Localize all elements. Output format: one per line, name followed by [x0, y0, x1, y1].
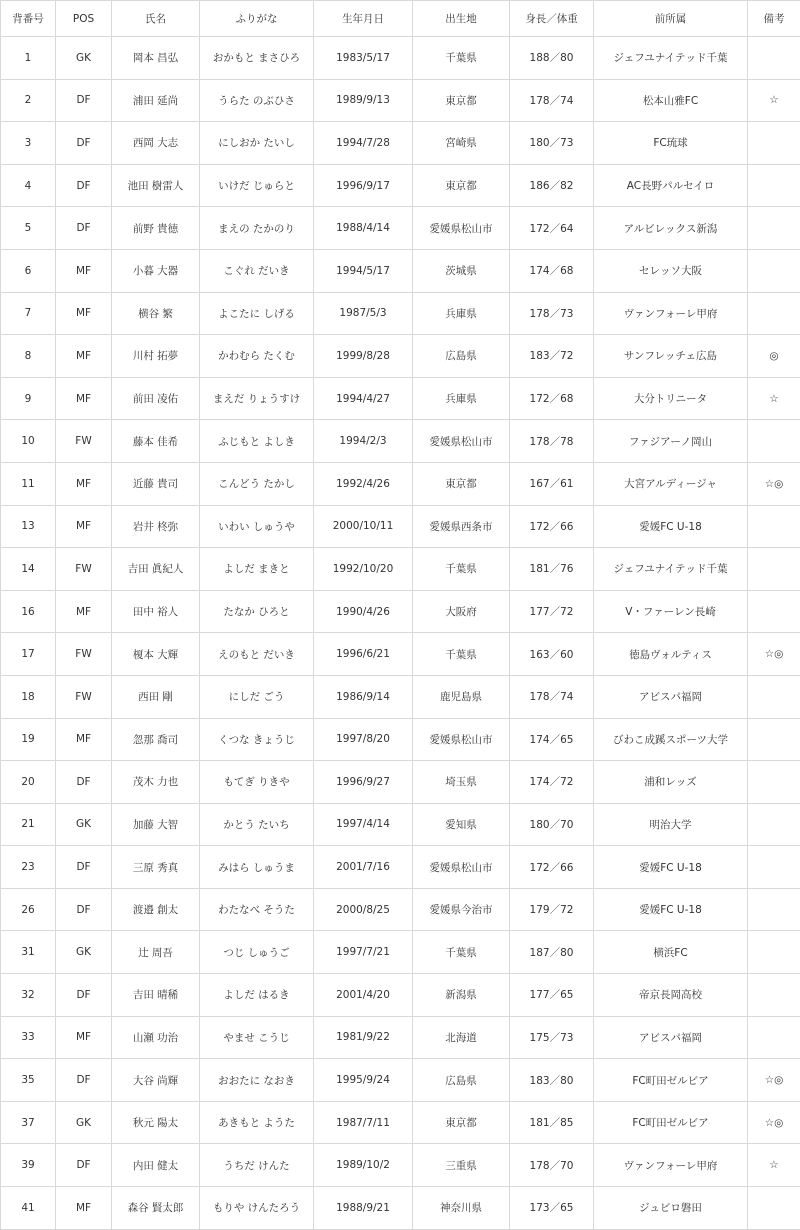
position-cell: MF: [56, 718, 112, 761]
furigana-cell: よしだ はるき: [200, 974, 314, 1017]
remarks-cell: ☆◎: [748, 1059, 800, 1102]
birthdate-cell: 1983/5/17: [314, 37, 413, 80]
table-row: [1, 292, 800, 335]
number-cell: 20: [1, 761, 56, 804]
position-cell: DF: [56, 846, 112, 889]
birthdate-cell: 1994/2/3: [314, 420, 413, 463]
birthplace-cell: 三重県: [413, 1144, 510, 1187]
position-cell: DF: [56, 122, 112, 165]
position-cell: GK: [56, 1101, 112, 1144]
remarks-cell: [748, 207, 800, 250]
header-col-birthplace: 出生地: [413, 1, 510, 37]
remarks-cell: ☆: [748, 79, 800, 122]
remarks-cell: [748, 761, 800, 804]
number-cell: 26: [1, 888, 56, 931]
position-cell: MF: [56, 292, 112, 335]
position-cell: DF: [56, 888, 112, 931]
remarks-cell: ☆◎: [748, 1101, 800, 1144]
birthplace-cell: 東京都: [413, 1101, 510, 1144]
table-row: [1, 1059, 800, 1102]
height-weight-cell: 180／73: [510, 122, 594, 165]
remarks-cell: [748, 888, 800, 931]
table-row: [1, 505, 800, 548]
height-weight-cell: 172／66: [510, 846, 594, 889]
name-cell: 秋元 陽太: [112, 1101, 200, 1144]
name-cell: 西岡 大志: [112, 122, 200, 165]
furigana-cell: うらた のぶひさ: [200, 79, 314, 122]
birthplace-cell: 愛媛県松山市: [413, 207, 510, 250]
birthplace-cell: 千葉県: [413, 37, 510, 80]
name-cell: 横谷 繁: [112, 292, 200, 335]
birthdate-cell: 1987/5/3: [314, 292, 413, 335]
position-cell: GK: [56, 803, 112, 846]
remarks-cell: ☆◎: [748, 633, 800, 676]
previous-club-cell: FC町田ゼルビア: [594, 1059, 748, 1102]
table-body: [1, 37, 800, 1230]
birthplace-cell: 愛媛県今治市: [413, 888, 510, 931]
height-weight-cell: 183／80: [510, 1059, 594, 1102]
name-cell: 吉田 眞紀人: [112, 548, 200, 591]
furigana-cell: いわい しゅうや: [200, 505, 314, 548]
position-cell: DF: [56, 164, 112, 207]
table-row: [1, 888, 800, 931]
furigana-cell: よこたに しげる: [200, 292, 314, 335]
birthdate-cell: 1992/10/20: [314, 548, 413, 591]
table-row: [1, 1016, 800, 1059]
birthplace-cell: 兵庫県: [413, 292, 510, 335]
birthdate-cell: 1994/7/28: [314, 122, 413, 165]
height-weight-cell: 178／74: [510, 675, 594, 718]
position-cell: MF: [56, 1016, 112, 1059]
position-cell: MF: [56, 1187, 112, 1230]
position-cell: MF: [56, 249, 112, 292]
height-weight-cell: 167／61: [510, 462, 594, 505]
previous-club-cell: 大分トリニータ: [594, 377, 748, 420]
table-row: [1, 1144, 800, 1187]
birthplace-cell: 埼玉県: [413, 761, 510, 804]
header-col-previous-club: 前所属: [594, 1, 748, 37]
name-cell: 池田 樹雷人: [112, 164, 200, 207]
birthdate-cell: 1989/10/2: [314, 1144, 413, 1187]
birthplace-cell: 東京都: [413, 164, 510, 207]
height-weight-cell: 174／65: [510, 718, 594, 761]
header-col-number: 背番号: [1, 1, 56, 37]
height-weight-cell: 172／66: [510, 505, 594, 548]
furigana-cell: もりや けんたろう: [200, 1187, 314, 1230]
height-weight-cell: 174／72: [510, 761, 594, 804]
furigana-cell: いけだ じゅらと: [200, 164, 314, 207]
table-row: [1, 974, 800, 1017]
number-cell: 35: [1, 1059, 56, 1102]
position-cell: GK: [56, 37, 112, 80]
table-row: [1, 1101, 800, 1144]
height-weight-cell: 178／73: [510, 292, 594, 335]
previous-club-cell: サンフレッチェ広島: [594, 335, 748, 378]
furigana-cell: えのもと だいき: [200, 633, 314, 676]
previous-club-cell: セレッソ大阪: [594, 249, 748, 292]
header-col-birthdate: 生年月日: [314, 1, 413, 37]
table-row: [1, 420, 800, 463]
previous-club-cell: ジュビロ磐田: [594, 1187, 748, 1230]
name-cell: 内田 健太: [112, 1144, 200, 1187]
name-cell: 榎本 大輝: [112, 633, 200, 676]
previous-club-cell: 愛媛FC U-18: [594, 846, 748, 889]
table-row: [1, 548, 800, 591]
height-weight-cell: 181／85: [510, 1101, 594, 1144]
birthdate-cell: 2000/8/25: [314, 888, 413, 931]
previous-club-cell: 横浜FC: [594, 931, 748, 974]
name-cell: 浦田 延尚: [112, 79, 200, 122]
remarks-cell: [748, 548, 800, 591]
name-cell: 小暮 大器: [112, 249, 200, 292]
number-cell: 13: [1, 505, 56, 548]
height-weight-cell: 163／60: [510, 633, 594, 676]
position-cell: DF: [56, 1059, 112, 1102]
number-cell: 39: [1, 1144, 56, 1187]
birthdate-cell: 1997/7/21: [314, 931, 413, 974]
previous-club-cell: ジェフユナイテッド千葉: [594, 548, 748, 591]
table-row: [1, 675, 800, 718]
furigana-cell: やませ こうじ: [200, 1016, 314, 1059]
furigana-cell: にしおか たいし: [200, 122, 314, 165]
previous-club-cell: 大宮アルディージャ: [594, 462, 748, 505]
name-cell: 山瀬 功治: [112, 1016, 200, 1059]
number-cell: 3: [1, 122, 56, 165]
name-cell: 岡本 昌弘: [112, 37, 200, 80]
previous-club-cell: V・ファーレン長崎: [594, 590, 748, 633]
position-cell: FW: [56, 675, 112, 718]
name-cell: 前田 凌佑: [112, 377, 200, 420]
previous-club-cell: 帝京長岡高校: [594, 974, 748, 1017]
position-cell: DF: [56, 1144, 112, 1187]
furigana-cell: かわむら たくむ: [200, 335, 314, 378]
number-cell: 11: [1, 462, 56, 505]
position-cell: FW: [56, 420, 112, 463]
birthdate-cell: 1996/9/27: [314, 761, 413, 804]
birthplace-cell: 宮崎県: [413, 122, 510, 165]
header-col-remarks: 備考: [748, 1, 800, 37]
header-col-name: 氏名: [112, 1, 200, 37]
birthdate-cell: 1990/4/26: [314, 590, 413, 633]
height-weight-cell: 172／68: [510, 377, 594, 420]
height-weight-cell: 183／72: [510, 335, 594, 378]
name-cell: 大谷 尚輝: [112, 1059, 200, 1102]
table-row: [1, 931, 800, 974]
birthplace-cell: 新潟県: [413, 974, 510, 1017]
number-cell: 21: [1, 803, 56, 846]
previous-club-cell: 愛媛FC U-18: [594, 888, 748, 931]
position-cell: DF: [56, 761, 112, 804]
position-cell: FW: [56, 633, 112, 676]
furigana-cell: よしだ まきと: [200, 548, 314, 591]
number-cell: 23: [1, 846, 56, 889]
furigana-cell: ふじもと よしき: [200, 420, 314, 463]
birthplace-cell: 東京都: [413, 79, 510, 122]
furigana-cell: こぐれ だいき: [200, 249, 314, 292]
table-row: [1, 164, 800, 207]
furigana-cell: かとう たいち: [200, 803, 314, 846]
remarks-cell: [748, 675, 800, 718]
previous-club-cell: 松本山雅FC: [594, 79, 748, 122]
birthplace-cell: 広島県: [413, 1059, 510, 1102]
remarks-cell: [748, 164, 800, 207]
furigana-cell: まえだ りょうすけ: [200, 377, 314, 420]
birthdate-cell: 1986/9/14: [314, 675, 413, 718]
remarks-cell: [748, 803, 800, 846]
header-row: [1, 1, 800, 37]
birthplace-cell: 千葉県: [413, 931, 510, 974]
position-cell: GK: [56, 931, 112, 974]
number-cell: 31: [1, 931, 56, 974]
position-cell: DF: [56, 974, 112, 1017]
number-cell: 1: [1, 37, 56, 80]
table-row: [1, 462, 800, 505]
name-cell: 吉田 晴稀: [112, 974, 200, 1017]
position-cell: DF: [56, 207, 112, 250]
number-cell: 5: [1, 207, 56, 250]
number-cell: 4: [1, 164, 56, 207]
table-row: [1, 846, 800, 889]
number-cell: 2: [1, 79, 56, 122]
furigana-cell: たなか ひろと: [200, 590, 314, 633]
height-weight-cell: 186／82: [510, 164, 594, 207]
number-cell: 9: [1, 377, 56, 420]
previous-club-cell: びわこ成蹊スポーツ大学: [594, 718, 748, 761]
table-row: [1, 79, 800, 122]
furigana-cell: あきもと ようた: [200, 1101, 314, 1144]
table-row: [1, 207, 800, 250]
birthdate-cell: 2000/10/11: [314, 505, 413, 548]
height-weight-cell: 179／72: [510, 888, 594, 931]
table-row: [1, 633, 800, 676]
name-cell: 川村 拓夢: [112, 335, 200, 378]
height-weight-cell: 177／72: [510, 590, 594, 633]
furigana-cell: こんどう たかし: [200, 462, 314, 505]
table-row: [1, 1187, 800, 1230]
remarks-cell: [748, 249, 800, 292]
name-cell: 岩井 柊弥: [112, 505, 200, 548]
furigana-cell: おおたに なおき: [200, 1059, 314, 1102]
header-col-position: POS: [56, 1, 112, 37]
furigana-cell: みはら しゅうま: [200, 846, 314, 889]
furigana-cell: もてぎ りきや: [200, 761, 314, 804]
previous-club-cell: 愛媛FC U-18: [594, 505, 748, 548]
number-cell: 18: [1, 675, 56, 718]
birthdate-cell: 1996/9/17: [314, 164, 413, 207]
number-cell: 41: [1, 1187, 56, 1230]
height-weight-cell: 173／65: [510, 1187, 594, 1230]
table-row: [1, 37, 800, 80]
birthdate-cell: 1997/8/20: [314, 718, 413, 761]
previous-club-cell: ジェフユナイテッド千葉: [594, 37, 748, 80]
number-cell: 8: [1, 335, 56, 378]
number-cell: 17: [1, 633, 56, 676]
height-weight-cell: 177／65: [510, 974, 594, 1017]
table-header: [1, 1, 800, 37]
number-cell: 32: [1, 974, 56, 1017]
remarks-cell: [748, 846, 800, 889]
name-cell: 三原 秀真: [112, 846, 200, 889]
height-weight-cell: 181／76: [510, 548, 594, 591]
table-row: [1, 803, 800, 846]
height-weight-cell: 187／80: [510, 931, 594, 974]
height-weight-cell: 188／80: [510, 37, 594, 80]
birthplace-cell: 茨城県: [413, 249, 510, 292]
position-cell: MF: [56, 590, 112, 633]
number-cell: 6: [1, 249, 56, 292]
remarks-cell: ☆◎: [748, 462, 800, 505]
birthdate-cell: 1988/9/21: [314, 1187, 413, 1230]
remarks-cell: [748, 974, 800, 1017]
number-cell: 7: [1, 292, 56, 335]
birthplace-cell: 鹿児島県: [413, 675, 510, 718]
height-weight-cell: 172／64: [510, 207, 594, 250]
position-cell: FW: [56, 548, 112, 591]
number-cell: 10: [1, 420, 56, 463]
furigana-cell: つじ しゅうご: [200, 931, 314, 974]
birthdate-cell: 1996/6/21: [314, 633, 413, 676]
birthdate-cell: 1981/9/22: [314, 1016, 413, 1059]
name-cell: 森谷 賢太郎: [112, 1187, 200, 1230]
birthplace-cell: 東京都: [413, 462, 510, 505]
name-cell: 忽那 喬司: [112, 718, 200, 761]
height-weight-cell: 178／70: [510, 1144, 594, 1187]
name-cell: 茂木 力也: [112, 761, 200, 804]
remarks-cell: [748, 1187, 800, 1230]
remarks-cell: [748, 420, 800, 463]
previous-club-cell: アビスパ福岡: [594, 1016, 748, 1059]
furigana-cell: にしだ ごう: [200, 675, 314, 718]
birthdate-cell: 1987/7/11: [314, 1101, 413, 1144]
remarks-cell: ☆: [748, 1144, 800, 1187]
birthdate-cell: 1995/9/24: [314, 1059, 413, 1102]
number-cell: 16: [1, 590, 56, 633]
birthplace-cell: 広島県: [413, 335, 510, 378]
height-weight-cell: 178／78: [510, 420, 594, 463]
birthdate-cell: 1988/4/14: [314, 207, 413, 250]
birthplace-cell: 愛媛県松山市: [413, 846, 510, 889]
name-cell: 西田 剛: [112, 675, 200, 718]
name-cell: 辻 周吾: [112, 931, 200, 974]
birthplace-cell: 千葉県: [413, 633, 510, 676]
birthplace-cell: 千葉県: [413, 548, 510, 591]
birthplace-cell: 愛媛県松山市: [413, 718, 510, 761]
remarks-cell: [748, 718, 800, 761]
birthdate-cell: 1994/4/27: [314, 377, 413, 420]
number-cell: 19: [1, 718, 56, 761]
table-row: [1, 377, 800, 420]
name-cell: 渡邉 創太: [112, 888, 200, 931]
furigana-cell: くつな きょうじ: [200, 718, 314, 761]
name-cell: 加藤 大智: [112, 803, 200, 846]
birthplace-cell: 大阪府: [413, 590, 510, 633]
birthplace-cell: 北海道: [413, 1016, 510, 1059]
previous-club-cell: 浦和レッズ: [594, 761, 748, 804]
table-row: [1, 590, 800, 633]
number-cell: 37: [1, 1101, 56, 1144]
birthdate-cell: 1994/5/17: [314, 249, 413, 292]
number-cell: 33: [1, 1016, 56, 1059]
position-cell: MF: [56, 505, 112, 548]
birthdate-cell: 1997/4/14: [314, 803, 413, 846]
table-row: [1, 122, 800, 165]
remarks-cell: [748, 122, 800, 165]
birthplace-cell: 愛知県: [413, 803, 510, 846]
number-cell: 14: [1, 548, 56, 591]
position-cell: DF: [56, 79, 112, 122]
previous-club-cell: ヴァンフォーレ甲府: [594, 1144, 748, 1187]
position-cell: MF: [56, 335, 112, 378]
height-weight-cell: 175／73: [510, 1016, 594, 1059]
position-cell: MF: [56, 462, 112, 505]
remarks-cell: ◎: [748, 335, 800, 378]
previous-club-cell: 明治大学: [594, 803, 748, 846]
table-row: [1, 249, 800, 292]
birthplace-cell: 神奈川県: [413, 1187, 510, 1230]
position-cell: MF: [56, 377, 112, 420]
birthplace-cell: 愛媛県松山市: [413, 420, 510, 463]
birthdate-cell: 2001/4/20: [314, 974, 413, 1017]
table-row: [1, 335, 800, 378]
name-cell: 近藤 貴司: [112, 462, 200, 505]
birthplace-cell: 兵庫県: [413, 377, 510, 420]
remarks-cell: [748, 931, 800, 974]
birthdate-cell: 1989/9/13: [314, 79, 413, 122]
name-cell: 田中 裕人: [112, 590, 200, 633]
remarks-cell: ☆: [748, 377, 800, 420]
birthplace-cell: 愛媛県西条市: [413, 505, 510, 548]
table-row: [1, 761, 800, 804]
height-weight-cell: 178／74: [510, 79, 594, 122]
previous-club-cell: ヴァンフォーレ甲府: [594, 292, 748, 335]
height-weight-cell: 174／68: [510, 249, 594, 292]
previous-club-cell: アルビレックス新潟: [594, 207, 748, 250]
remarks-cell: [748, 37, 800, 80]
header-col-height-weight: 身長／体重: [510, 1, 594, 37]
header-col-furigana: ふりがな: [200, 1, 314, 37]
remarks-cell: [748, 1016, 800, 1059]
birthdate-cell: 1992/4/26: [314, 462, 413, 505]
furigana-cell: うちだ けんた: [200, 1144, 314, 1187]
name-cell: 前野 貴徳: [112, 207, 200, 250]
previous-club-cell: FC琉球: [594, 122, 748, 165]
name-cell: 藤本 佳希: [112, 420, 200, 463]
birthdate-cell: 2001/7/16: [314, 846, 413, 889]
remarks-cell: [748, 292, 800, 335]
furigana-cell: おかもと まさひろ: [200, 37, 314, 80]
remarks-cell: [748, 505, 800, 548]
height-weight-cell: 180／70: [510, 803, 594, 846]
previous-club-cell: アビスパ福岡: [594, 675, 748, 718]
furigana-cell: わたなべ そうた: [200, 888, 314, 931]
previous-club-cell: AC長野パルセイロ: [594, 164, 748, 207]
previous-club-cell: 徳島ヴォルティス: [594, 633, 748, 676]
furigana-cell: まえの たかのり: [200, 207, 314, 250]
birthdate-cell: 1999/8/28: [314, 335, 413, 378]
table-row: [1, 718, 800, 761]
previous-club-cell: ファジアーノ岡山: [594, 420, 748, 463]
previous-club-cell: FC町田ゼルビア: [594, 1101, 748, 1144]
remarks-cell: [748, 590, 800, 633]
